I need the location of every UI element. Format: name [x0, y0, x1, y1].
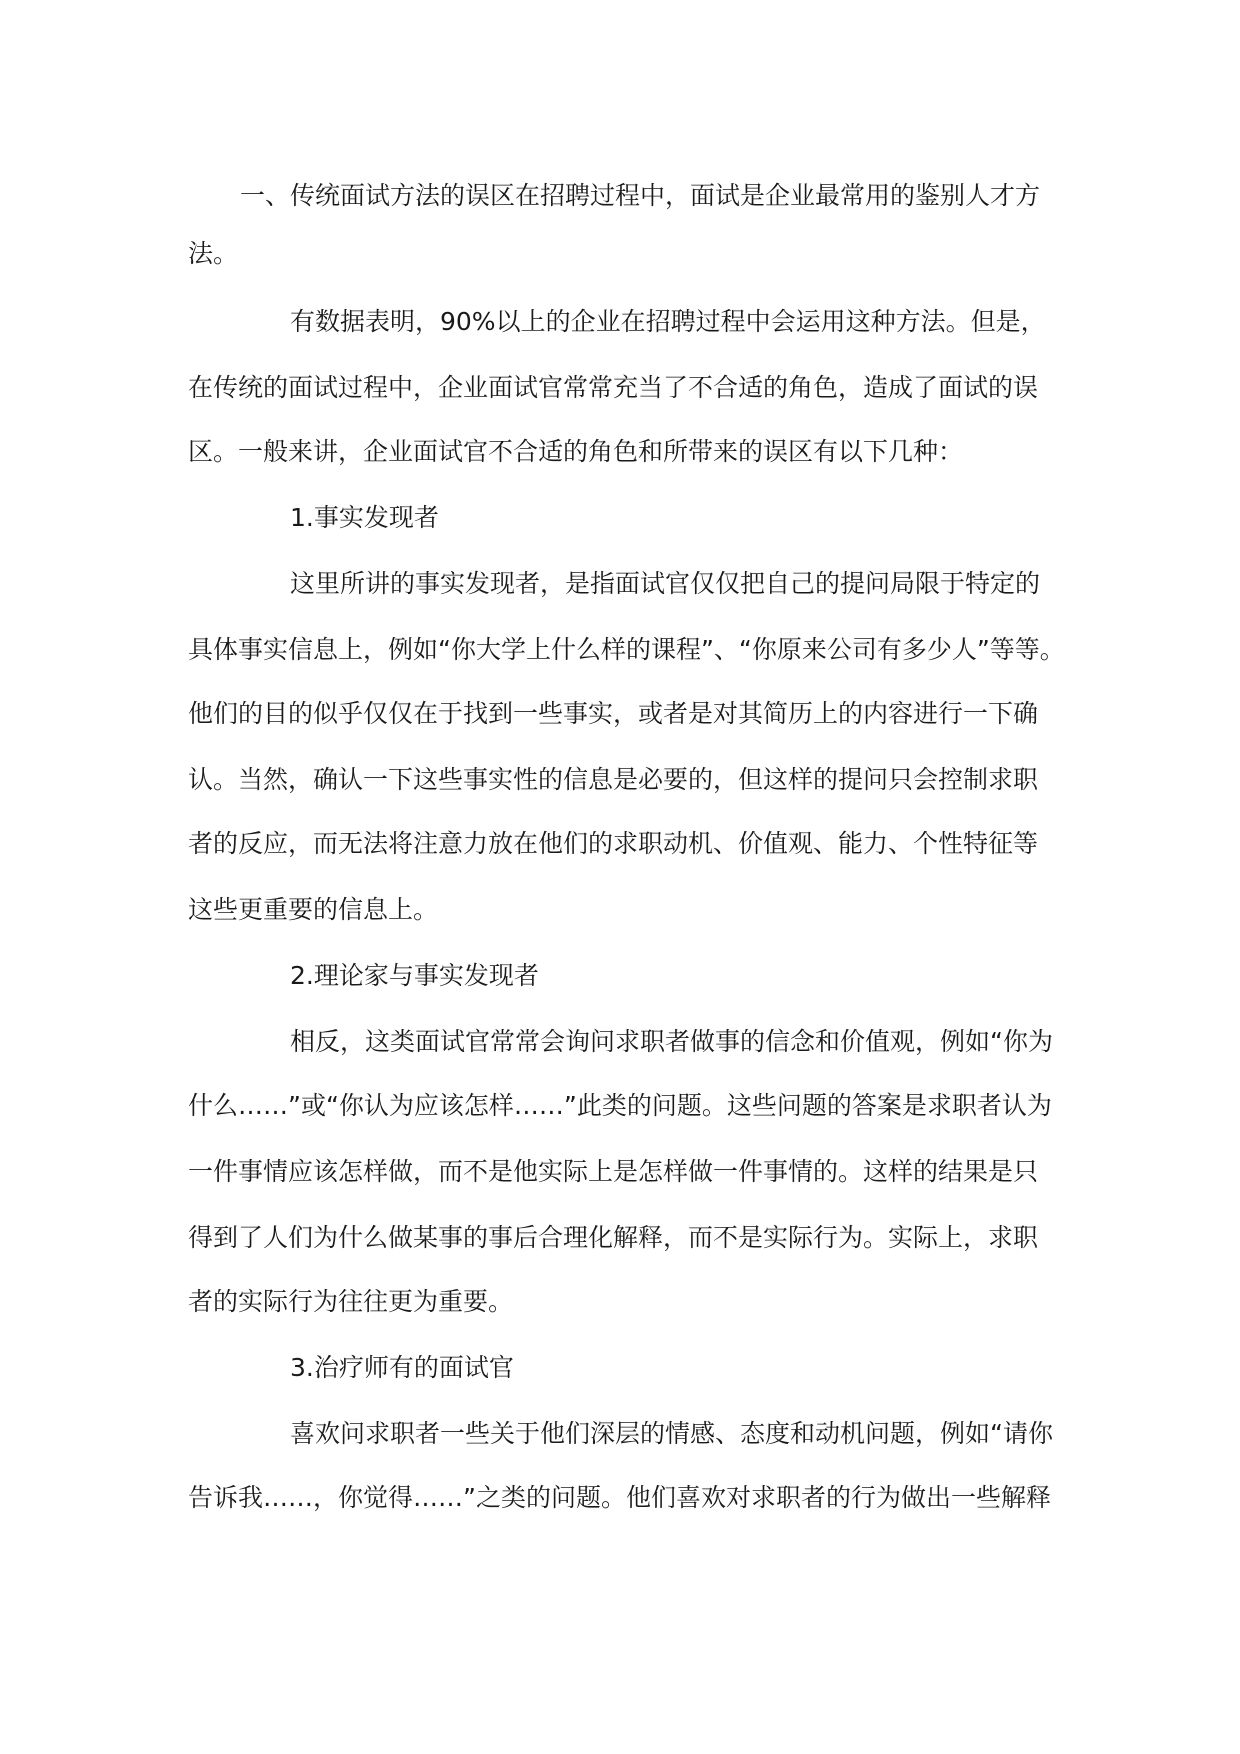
paragraph-line: 得到了人们为什么做某事的事后合理化解释，而不是实际行为。实际上，求职	[188, 1223, 1039, 1252]
paragraph-line: 一、传统面试方法的误区在招聘过程中，面试是企业最常用的鉴别人才方	[240, 181, 1041, 210]
paragraph-line: 这些更重要的信息上。	[188, 895, 439, 924]
paragraph-line: 什么……”或“你认为应该怎样……”此类的问题。这些问题的答案是求职者认为	[188, 1091, 1052, 1120]
paragraph-line: 这里所讲的事实发现者，是指面试官仅仅把自己的提问局限于特定的	[290, 569, 1041, 598]
paragraph-line: 他们的目的似乎仅仅在于找到一些事实，或者是对其简历上的内容进行一下确	[188, 699, 1039, 728]
paragraph-line: 区。一般来讲，企业面试官不合适的角色和所带来的误区有以下几种：	[188, 437, 964, 466]
paragraph-line: 相反，这类面试官常常会询问求职者做事的信念和价值观，例如“你为	[290, 1027, 1053, 1056]
section-heading: 3.治疗师有的面试官	[290, 1353, 514, 1382]
section-heading: 2.理论家与事实发现者	[290, 961, 539, 990]
paragraph-line: 法。	[188, 239, 239, 268]
paragraph-line: 者的实际行为往往更为重要。	[188, 1287, 514, 1316]
paragraph-line: 者的反应，而无法将注意力放在他们的求职动机、价值观、能力、个性特征等	[188, 829, 1039, 858]
paragraph-line: 告诉我……，你觉得……”之类的问题。他们喜欢对求职者的行为做出一些解释	[188, 1483, 1051, 1512]
paragraph-line: 认。当然，确认一下这些事实性的信息是必要的，但这样的提问只会控制求职	[188, 765, 1039, 794]
section-heading: 1.事实发现者	[290, 503, 439, 532]
paragraph-line: 在传统的面试过程中，企业面试官常常充当了不合适的角色，造成了面试的误	[188, 373, 1039, 402]
paragraph-line: 具体事实信息上，例如“你大学上什么样的课程”、“你原来公司有多少人”等等。	[188, 635, 1065, 664]
paragraph-line: 一件事情应该怎样做，而不是他实际上是怎样做一件事情的。这样的结果是只	[188, 1157, 1039, 1186]
paragraph-line: 有数据表明，90%以上的企业在招聘过程中会运用这种方法。但是，	[290, 307, 1046, 336]
paragraph-line: 喜欢问求职者一些关于他们深层的情感、态度和动机问题，例如“请你	[290, 1419, 1053, 1448]
